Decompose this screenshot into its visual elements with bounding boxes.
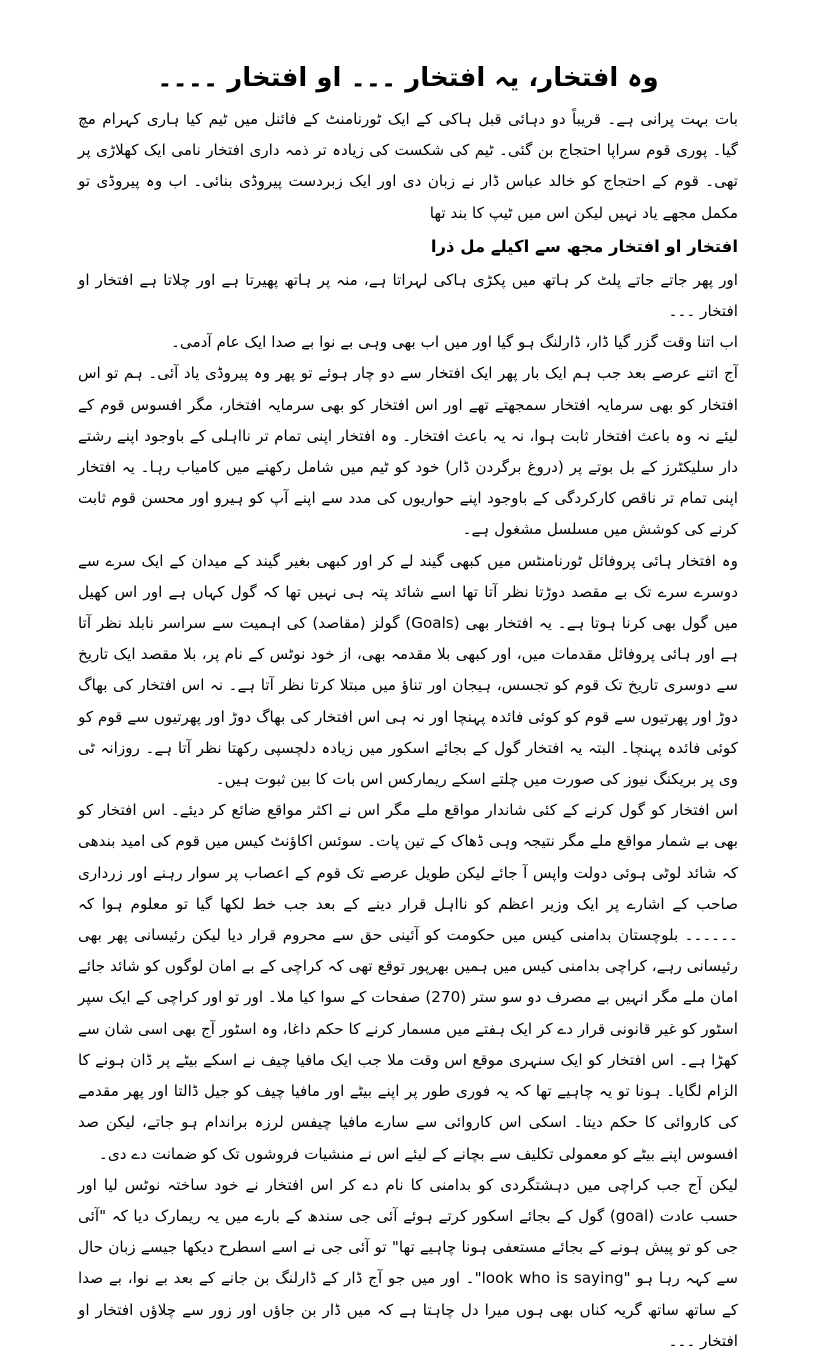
article-body: [78, 104, 738, 1357]
paragraph-comparison: آج اتنے عرصے بعد جب ہم ایک بار پھر ایک افتخار سے دو چار ہوئے تو پھر وہ پیروڈی یاد آئی۔ ہم تو اس افتخار کو بھی سرمایہ افتخار سمجھتے تھے اور اس افتخار کو بھی سرمایہ افتخار، مگر افسوس قوم کے لیئے نہ وہ باعث افتخار ثابت ہوا، نہ یہ باعث افتخار۔ وہ افتخار اپنی تمام تر نااہلی کے باوجود اپنے رشتے دار سلیکٹرز کے بل بوتے پر (دروغ برگردن ڈار) خود کو ٹیم میں شامل رکھنے میں کامیاب رہا۔ یہ افتخار اپنی تمام تر ناقص کارکردگی کے باوجود اپنے حواریوں کی مدد سے اپنے آپ کو ہیرو اور محسن قوم ثابت کرنے کی کوشش میں مسلسل مشغول ہے۔: [78, 364, 738, 539]
paragraph-conclusion: لیکن آج جب کراچی میں دہشتگردی کو بدامنی کا نام دے کر اس افتخار نے خود ساختہ نوٹس لیا اور حسب عادت (goal) گول کے بجائے اسکور کرتے ہوئے آئی جی سندھ کے بارے میں یہ ریمارک دیا کہ "آئی جی کو تو پیش ہونے کے بجائے مستعفی ہونا چاہیے تھا" تو آئی جی نے اسے اسطرح دیکھا جیسے زبان حال سے کہہ رہا ہو "look who is saying"۔ اور میں جو آج ڈار کے ڈارلنگ بن جانے کے بعد بے نوا، بے صدا کے ساتھ ساتھ گریہ کناں بھی ہوں میرا دل چاہتا ہے کہ میں ڈار بن جاؤں اور زور سے چلاؤں افتخار او افتخار ۔۔۔: [78, 1175, 738, 1350]
article-title: وہ افتخار، یہ افتخار ۔۔۔ او افتخار ۔۔۔۔: [157, 63, 659, 93]
paragraph-intro: بات بہت پرانی ہے۔ قریباً دو دہائی قبل ہاکی کے ایک ٹورنامنٹ کے فائنل میں ٹیم کیا ہاری کہرام مچ گیا۔ پوری قوم سراپا احتجاج بن گئی۔ ٹیم کی شکست کی زیادہ تر ذمہ داری افتخار نامی ایک کھلاڑی پر تھی۔ قوم کے احتجاج کو خالد عباس ڈار نے زبان دی اور ایک زبردست پیروڈی بنائی۔ اب وہ پیروڈی تو مکمل مجھے یاد نہیں لیکن اس میں ٹیپ کا بند تھا: [78, 110, 738, 222]
paragraph-opportunities: اس افتخار کو گول کرنے کے کئی شاندار مواقع ملے مگر اس نے اکثر مواقع ضائع کر دیئے۔ اس افتخار کو بھی بے شمار مواقع ملے مگر نتیجہ وہی ڈھاک کے تین پات۔ سوئس اکاؤنٹ کیس میں قوم کی امید بندھی کہ شائد لوٹی ہوئی دولت واپس آ جائے لیکن طویل عرصے تک قوم کے اعصاب پر سوار رہنے اور زرداری صاحب کے اشارے پر ایک وزیر اعظم کو نااہل قرار دینے کے بعد جب خط لکھا گیا تو معلوم ہوا کہ ۔۔۔۔۔۔ بلوچستان بدامنی کیس میں حکومت کو آئینی حق سے محروم قرار دیا لیکن رئیسانی پھر بھی رئیسانی رہے، کراچی بدامنی کیس میں ہمیں بھرپور توقع تھی کہ کراچی کے بے امان لوگوں کو شائد جائے امان ملے مگر انہیں بے مصرف دو سو ستر (270) صفحات کے سوا کیا ملا۔ اور تو اور کراچی کے ایک سپر اسٹور کو غیر قانونی قرار دے کر ایک ہفتے میں مسمار کرنے کا حکم داغا، وہ اسٹور آج بھی اسی شان سے کھڑا ہے۔ اس افتخار کو ایک سنہری موقع اس وقت ملا جب ایک مافیا چیف نے اسکے بیٹے پر ڈان ہونے کا الزام لگایا۔ ہونا تو یہ چاہیے تھا کہ یہ فوری طور پر اپنے بیٹے اور مافیا چیف کو جیل ڈالتا اور پھر مقدمے کی کاروائی کا حکم دیتا۔ اسکی اس کاروائی سے سارے مافیا چیفس لرزہ براندام ہو جاتے، لیکن صد افسوس اپنے بیٹے کو معمولی تکلیف سے بچانے کے لیئے اس نے منشیات فروشوں تک کو ضمانت دے دی۔: [78, 801, 738, 1163]
paragraph-refrain: اور پھر جاتے جاتے پلٹ کر ہاتھ میں پکڑی ہاکی لہراتا ہے، منہ پر ہاتھ پھیرتا ہے اور چلاتا ہے افتخار او افتخار ۔۔۔: [78, 270, 738, 321]
paragraph-goals: وہ افتخار ہائی پروفائل ٹورنامنٹس میں کبھی گیند لے کر اور کبھی بغیر گیند کے میدان کے ایک سرے سے دوسرے سرے تک بے مقصد دوڑتا نظر آتا تھا اسے شائد پتہ ہی نہیں تھا کہ گول کہاں ہے اور اس کھیل میں گول بھی کرنا ہوتا ہے۔ یہ افتخار بھی (Goals) گولز (مقاصد) کی اہمیت سے سراسر نابلد نظر آتا ہے اور ہائی پروفائل مقدمات میں، اور کبھی بلا مقدمہ بھی، از خود نوٹس کے نام پر، بلا مقصد ایک تاریخ سے دوسری تاریخ تک قوم کو تجسس، ہیجان اور تناؤ میں مبتلا کرتا نظر آتا ہے۔ نہ اس افتخار کی بھاگ دوڑ اور پھرتیوں سے قوم کو کوئی فائدہ پہنچا اور نہ ہی اس افتخار کی بھاگ دوڑ اور پھرتیوں سے قوم کو کوئی فائدہ پہنچا۔ البتہ یہ افتخار گول کے بجائے اسکور میں زیادہ دلچسپی رکھتا نظر آتا ہے۔ روزانہ ٹی وی پر بریکنگ نیوز کی صورت میں چلتے اسکے ریمارکس اس بات کا بین ثبوت ہیں۔: [78, 551, 738, 789]
paragraph-time-passed: اب اتنا وقت گزر گیا ڈار، ڈارلنگ ہو گیا اور میں اب بھی وہی بے نوا بے صدا ایک عام آدمی۔: [170, 333, 738, 352]
parody-refrain: افتخار او افتخار مجھ سے اکیلے مل ذرا: [430, 236, 738, 256]
